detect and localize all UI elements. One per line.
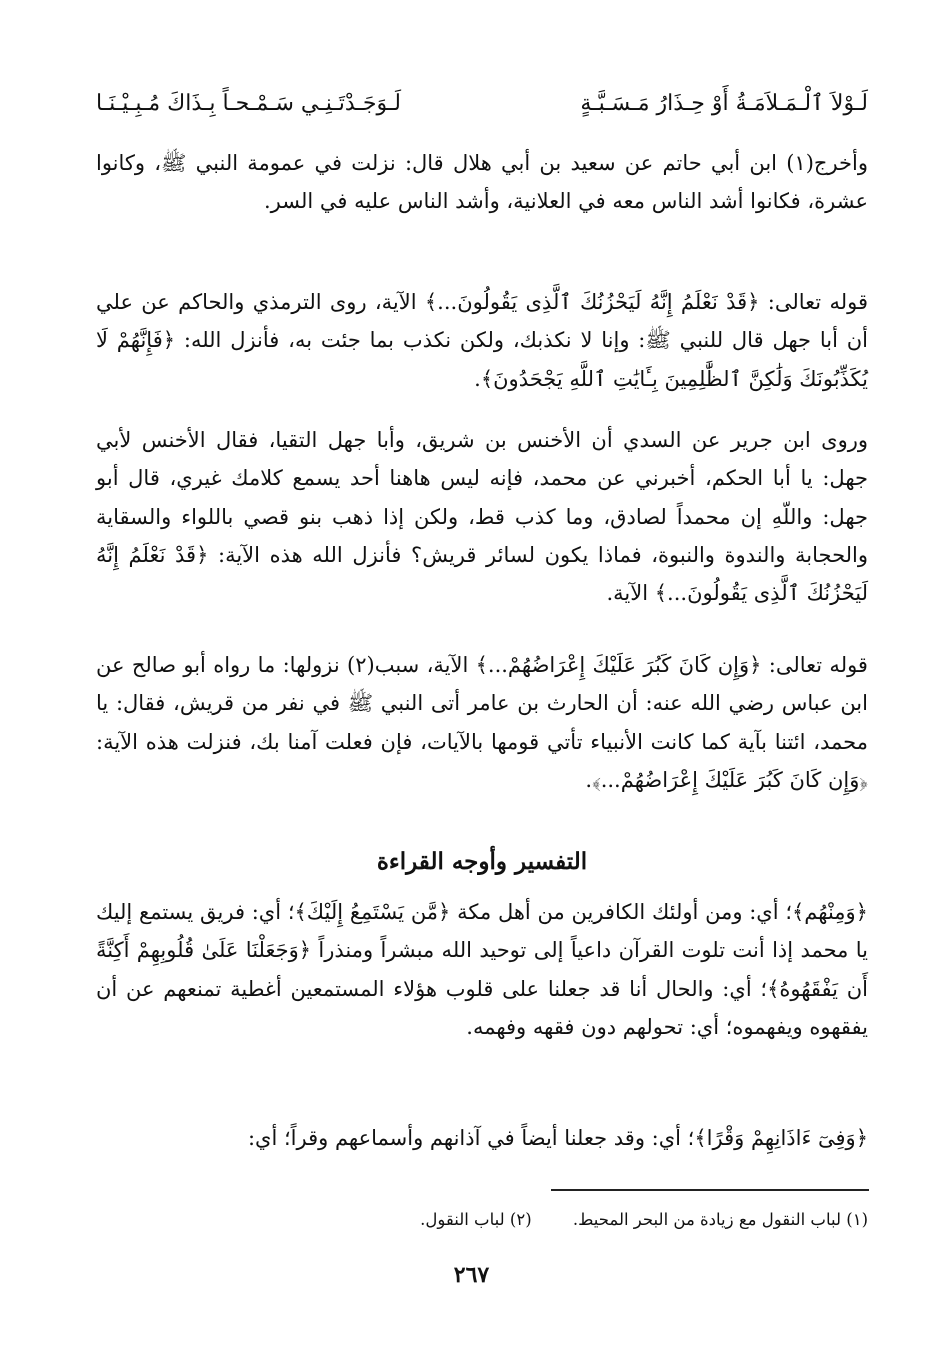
page-number: ٢٦٧	[453, 1262, 490, 1288]
footnote-1: (١) لباب النقول مع زيادة من البحر المحيط.	[572, 1210, 868, 1229]
footnotes	[96, 1205, 868, 1235]
footnote-divider	[551, 1189, 869, 1191]
paragraph-ibn-jarir-narration: وروى ابن جرير عن السدي أن الأخنس بن شريق، وأبا جهل التقيا، فقال الأخنس لأبي جهل: يا أبا الحكم، أخبرني عن محمد، فإنه ليس هاهنا أحد يسمع كلامك غيري، قال أبو جهل: واللّهِ إن محمداً لصادق، وما كذب قط، ولكن إذا ذهب بنو قصي باللواء والسقاية والحجابة والندوة والنبوة، فماذا يكون لسائر قريش؟ فأنزل الله هذه الآية: ﴿قَدْ نَعْلَمُ إِنَّهُ لَيَحْزُنُكَ ٱلَّذِى يَقُولُونَ...﴾ الآية.	[96, 428, 868, 606]
verse-hemistich-left: لَـوَجَـدْتَـنِـي سَـمْـحـاً بِـذَاكَ مُـبِـيْـنَـا	[96, 91, 402, 116]
poetry-verse	[96, 84, 868, 124]
section-heading: التفسير وأوجه القراءة	[376, 848, 588, 875]
footnote-2: (٢) لباب النقول.	[420, 1210, 532, 1229]
paragraph-narration-1: وأخرج(١) ابن أبي حاتم عن سعيد بن أبي هلال قال: نزلت في عمومة النبي ﷺ، وكانوا عشرة، فكانوا أشد الناس معه في العلانية، وأشد الناس عليه في السر.	[96, 151, 868, 214]
paragraph-verse-35-cause: قوله تعالى: ﴿وَإِن كَانَ كَبُرَ عَلَيْكَ إِعْرَاضُهُمْ...﴾ الآية، سبب(٢) نزولها: ما رواه أبو صالح عن ابن عباس رضي الله عنه: أن الحارث بن عامر أتى النبي ﷺ في نفر من قريش، فقال: يا محمد، ائتنا بآية كما كانت الأنبياء تأتي قومها بالآيات، فإن فعلت آمنا بك، فنزلت هذه الآية: ﴿وَإِن كَانَ كَبُرَ عَلَيْكَ إِعْرَاضُهُمْ...﴾.	[96, 653, 868, 792]
verse-hemistich-right: لَـوْلاَ ٱلْـمَـلاَمَـةُ أَوْ حِـذَارُ مَـسَـبَّـةٍ	[580, 91, 868, 116]
tafsir-paragraph-2: ﴿وَفِىٓ ءَاذَانِهِمْ وَقْرًا﴾؛ أي: وقد جعلنا أيضاً في آذانهم وأسماعهم وقراً؛ أي:	[247, 1126, 868, 1150]
paragraph-verse-33-cause: قوله تعالى: ﴿قَدْ نَعْلَمُ إِنَّهُ لَيَحْزُنُكَ ٱلَّذِى يَقُولُونَ...﴾ الآية، روى الترمذي والحاكم عن علي أن أبا جهل قال للنبي ﷺ: وإنا لا نكذبك، ولكن نكذب بما جئت به، فأنزل الله: ﴿فَإِنَّهُمْ لَا يُكَذِّبُونَكَ وَلَٰكِنَّ ٱلظَّٰلِمِينَ بِـَٔايَٰتِ ٱللَّهِ يَجْحَدُونَ﴾.	[96, 290, 868, 391]
tafsir-paragraph-1: ﴿وَمِنْهُم﴾؛ أي: ومن أولئك الكافرين من أهل مكة ﴿مَّن يَسْتَمِعُ إِلَيْكَ﴾؛ أي: فريق يستمع إليك يا محمد إذا أنت تلوت القرآن داعياً إلى توحيد الله مبشراً ومنذراً ﴿وَجَعَلْنَا عَلَىٰ قُلُوبِهِمْ أَكِنَّةً أَن يَفْقَهُوهُ﴾؛ أي: والحال أنا قد جعلنا على قلوب هؤلاء المستمعين أغطية تمنعهم عن أن يفقهوه ويفهموه؛ أي: تحولهم دون فقهه وفهمه.	[96, 900, 868, 1039]
